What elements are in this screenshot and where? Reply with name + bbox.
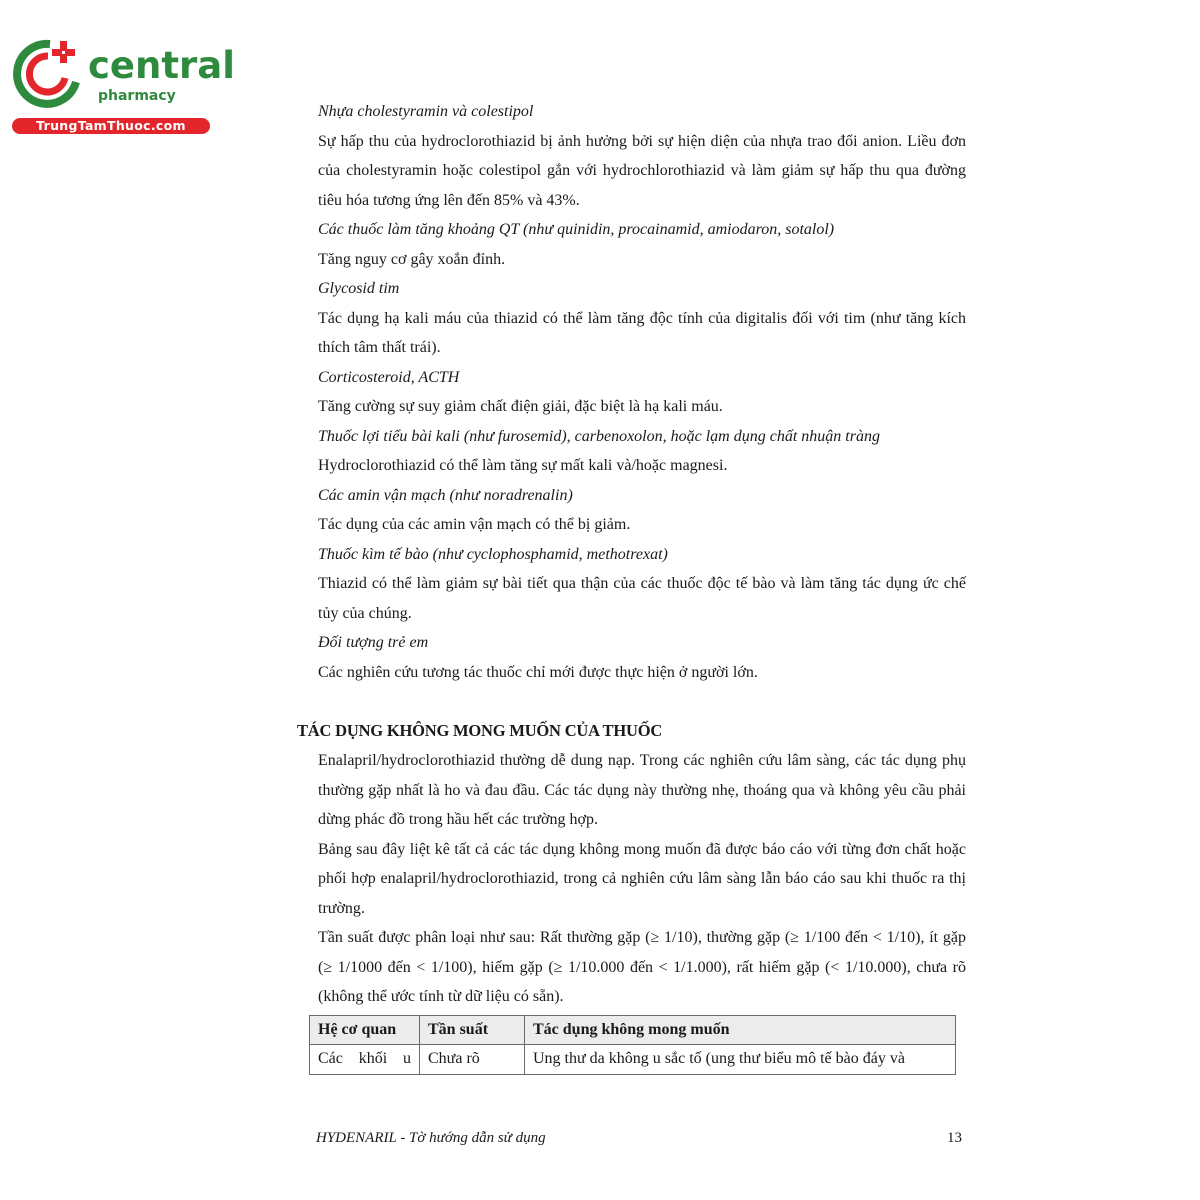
interaction-heading: Đối tượng trẻ em <box>318 634 429 651</box>
interaction-heading: Nhựa cholestyramin và colestipol <box>318 103 534 120</box>
column-header-adverse-effect: Tác dụng không mong muốn <box>525 1016 956 1045</box>
interaction-body: Các nghiên cứu tương tác thuốc chỉ mới được thực hiện ở người lớn. <box>318 663 758 681</box>
logo-brand-text: central <box>88 44 235 87</box>
interaction-body: Tăng cường sự suy giảm chất điện giải, đặc biệt là hạ kali máu. <box>318 398 723 415</box>
interaction-body: Thiazid có thể làm giảm sự bài tiết qua thận của các thuốc độc tế bào và làm tăng tác dụng ức chế tủy của chúng. <box>318 575 966 622</box>
interaction-heading: Glycosid tim <box>318 280 400 297</box>
footer-doc-title: HYDENARIL - Tờ hướng dẫn sử dụng <box>316 1130 546 1146</box>
interaction-heading: Các amin vận mạch (như noradrenalin) <box>318 486 573 504</box>
cell-adverse-effect: Ung thư da không u sắc tố (ung thư biểu mô tế bào đáy và <box>525 1045 956 1075</box>
column-header-frequency: Tần suất <box>420 1016 525 1045</box>
interaction-heading: Thuốc lợi tiểu bài kali (như furosemid), carbenoxolon, hoặc lạm dụng chất nhuận tràng <box>318 427 880 445</box>
interaction-body: Tăng nguy cơ gây xoắn đỉnh. <box>318 250 506 268</box>
interaction-body: Sự hấp thu của hydroclorothiazid bị ảnh hưởng bởi sự hiện diện của nhựa trao đổi anion. Liều đơn của cholestyramin hoặc colestipol gắn với hydrochlorothiazid và làm giảm sự hấp thu qua đường tiêu hóa tương ứng lên đến 85% và 43%. <box>318 132 966 209</box>
section-title: TÁC DỤNG KHÔNG MONG MUỐN CỦA THUỐC <box>297 721 663 740</box>
interaction-body: Tác dụng hạ kali máu của thiazid có thể làm tăng độc tính của digitalis đối với tim (như tăng kích thích tâm thất trái). <box>318 309 966 356</box>
interaction-heading: Corticosteroid, ACTH <box>318 368 460 386</box>
column-header-organ-system: Hệ cơ quan <box>310 1016 420 1045</box>
pharmacy-cross-icon <box>10 38 82 110</box>
adverse-effects-table <box>309 1015 956 1075</box>
interaction-heading: Thuốc kìm tế bào (như cyclophosphamid, methotrexat) <box>318 545 668 563</box>
adverse-paragraph: Tần suất được phân loại như sau: Rất thường gặp (≥ 1/10), thường gặp (≥ 1/100 đến < 1/10), ít gặp (≥ 1/1000 đến < 1/100), hiếm gặp (≥ 1/10.000 đến < 1/1.000), rất hiếm gặp (< 1/10.000), chưa rõ (không thể ước tính từ dữ liệu có sẵn). <box>318 929 966 1005</box>
cell-organ-system: Các khối u <box>310 1045 420 1075</box>
table-header-row <box>310 1016 956 1045</box>
interaction-body: Hydroclorothiazid có thể làm tăng sự mất kali và/hoặc magnesi. <box>318 457 728 474</box>
cell-frequency: Chưa rõ <box>420 1045 525 1075</box>
adverse-paragraph: Enalapril/hydroclorothiazid thường dễ dung nạp. Trong các nghiên cứu lâm sàng, các tác dụng phụ thường gặp nhất là ho và đau đầu. Các tác dụng này thường nhẹ, thoáng qua và không yêu cầu phải dừng phác đồ trong hầu hết các trường hợp. <box>318 752 966 828</box>
adverse-paragraph: Bảng sau đây liệt kê tất cả các tác dụng không mong muốn đã được báo cáo với từng đơn chất hoặc phối hợp enalapril/hydroclorothiazid, trong cả nghiên cứu lâm sàng lẫn báo cáo sau khi thuốc ra thị trường. <box>318 840 966 917</box>
central-pharmacy-logo <box>10 38 235 138</box>
page-number: 13 <box>947 1130 962 1146</box>
table-row <box>310 1045 956 1075</box>
interaction-body: Tác dụng của các amin vận mạch có thể bị giảm. <box>318 516 631 533</box>
drug-interactions-section <box>318 97 966 687</box>
interaction-heading: Các thuốc làm tăng khoảng QT (như quinidin, procainamid, amiodaron, sotalol) <box>318 221 835 238</box>
logo-sub-text: pharmacy <box>98 88 176 104</box>
adverse-effects-section <box>318 746 966 1012</box>
logo-url-badge: TrungTamThuoc.com <box>12 118 210 134</box>
